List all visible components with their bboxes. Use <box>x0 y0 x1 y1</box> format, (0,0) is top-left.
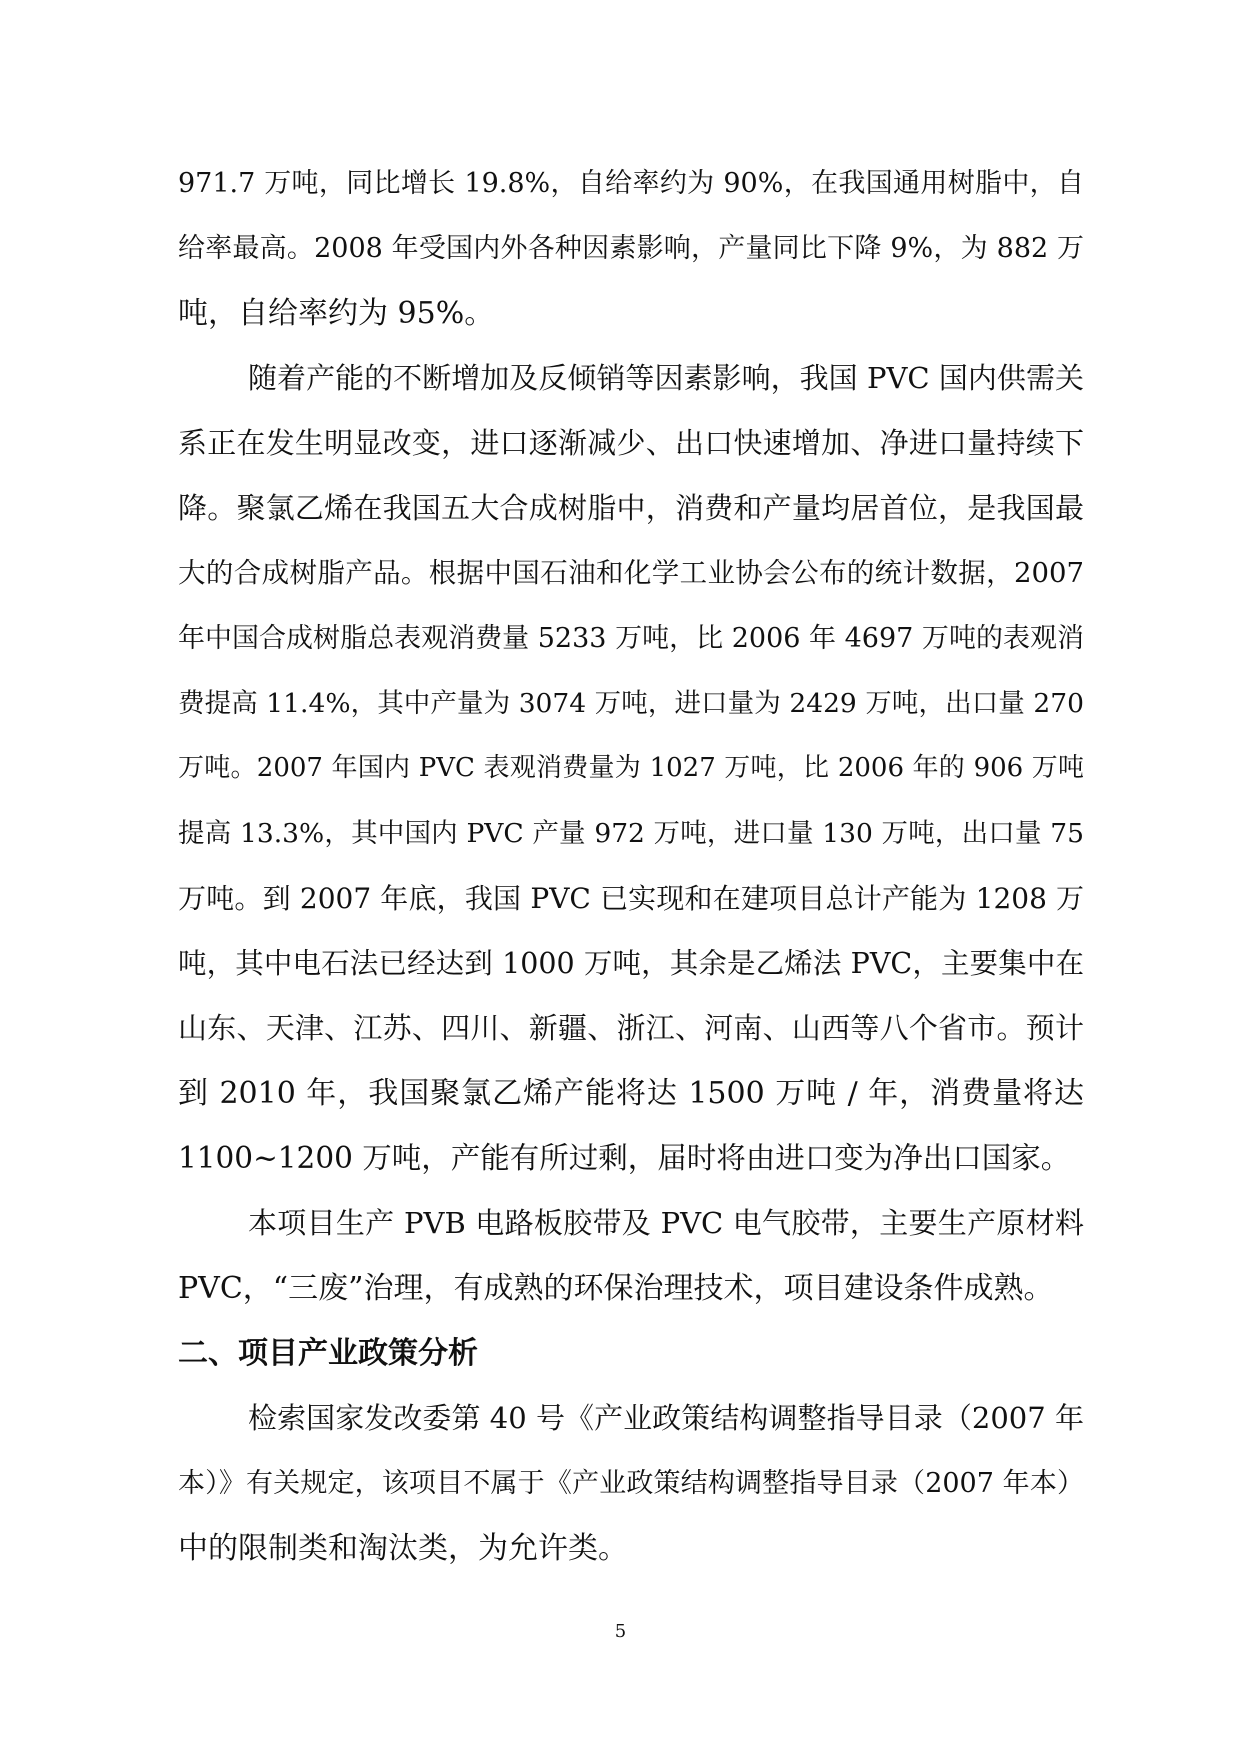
paragraph-2-line-2: 系正在发生明显改变，进口逐渐减少、出口快速增加、净进口量持续下 <box>178 426 1084 460</box>
paragraph-2-line-3: 降。聚氯乙烯在我国五大合成树脂中，消费和产量均居首位，是我国最 <box>178 491 1084 525</box>
paragraph-2-line-11: 山东、天津、江苏、四川、新疆、浙江、河南、山西等八个省市。预计 <box>178 1011 1084 1045</box>
paragraph-2-line-7: 万吨。2007 年国内 PVC 表观消费量为 1027 万吨，比 2006 年的 906 万吨 <box>178 753 1084 783</box>
paragraph-2-line-5: 年中国合成树脂总表观消费量 5233 万吨，比 2006 年 4697 万吨的表观消 <box>178 623 1084 654</box>
paragraph-4-line-2: 本）》有关规定，该项目不属于《产业政策结构调整指导目录（2007 年本） <box>178 1468 1084 1499</box>
paragraph-3-line-1: 本项目生产 PVB 电路板胶带及 PVC 电气胶带，主要生产原材料 <box>248 1206 1084 1240</box>
paragraph-2-line-10: 吨，其中电石法已经达到 1000 万吨，其余是乙烯法 PVC，主要集中在 <box>178 947 1084 980</box>
paragraph-1-line-3: 吨，自给率约为 95%。 <box>178 296 495 331</box>
paragraph-1-line-1: 971.7 万吨，同比增长 19.8%，自给率约为 90%，在我国通用树脂中，自 <box>178 168 1084 199</box>
paragraph-4-line-1: 检索国家发改委第 40 号《产业政策结构调整指导目录（2007 年 <box>248 1401 1084 1435</box>
paragraph-2-line-13: 1100~1200 万吨，产能有所过剩，届时将由进口变为净出口国家。 <box>178 1141 1071 1175</box>
section-heading: 二、项目产业政策分析 <box>178 1336 478 1371</box>
page-content <box>178 151 1084 1581</box>
page-number: 5 <box>614 1621 627 1642</box>
paragraph-2-line-12: 到 2010 年，我国聚氯乙烯产能将达 1500 万吨 / 年，消费量将达 <box>178 1076 1084 1111</box>
paragraph-2-line-4: 大的合成树脂产品。根据中国石油和化学工业协会公布的统计数据，2007 <box>178 557 1084 589</box>
paragraph-3-line-2: PVC，“三废”治理，有成熟的环保治理技术，项目建设条件成熟。 <box>178 1271 1054 1306</box>
paragraph-2-line-1: 随着产能的不断增加及反倾销等因素影响，我国 PVC 国内供需关 <box>248 361 1084 395</box>
paragraph-2-line-8: 提高 13.3%，其中国内 PVC 产量 972 万吨，进口量 130 万吨，出口量 75 <box>178 818 1084 849</box>
paragraph-2-line-9: 万吨。到 2007 年底，我国 PVC 已实现和在建项目总计产能为 1208 万 <box>178 882 1084 915</box>
paragraph-4-line-3: 中的限制类和淘汰类，为允许类。 <box>178 1531 628 1566</box>
paragraph-1-line-2: 给率最高。2008 年受国内外各种因素影响，产量同比下降 9%，为 882 万 <box>178 233 1084 264</box>
paragraph-2-line-6: 费提高 11.4%，其中产量为 3074 万吨，进口量为 2429 万吨，出口量 270 <box>178 688 1084 719</box>
